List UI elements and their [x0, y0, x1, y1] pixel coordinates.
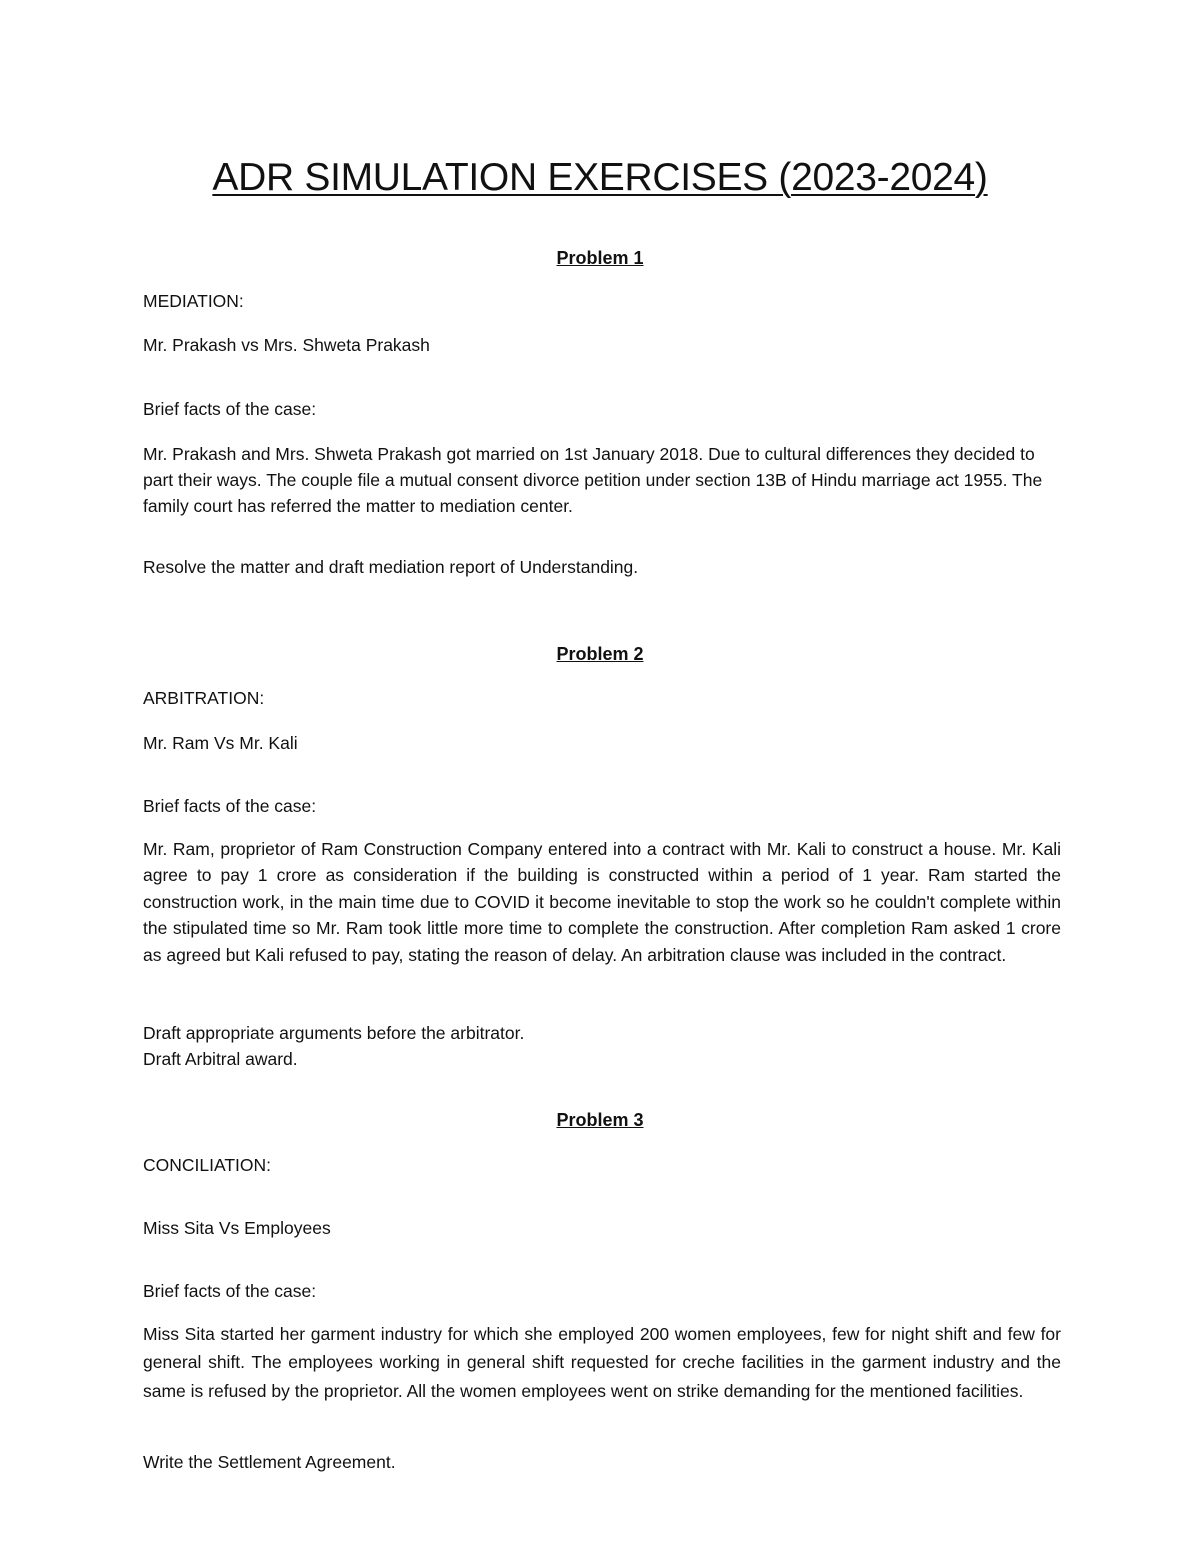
problem-3-task-1: Write the Settlement Agreement.: [143, 1452, 396, 1472]
problem-3-facts-label: Brief facts of the case:: [143, 1281, 317, 1301]
problem-2-parties: Mr. Ram Vs Mr. Kali: [143, 733, 298, 753]
document-title: ADR SIMULATION EXERCISES (2023-2024): [212, 156, 988, 199]
problem-1-facts-label: Brief facts of the case:: [143, 399, 317, 419]
problem-2-task-1: Draft appropriate arguments before the arbitrator.: [143, 1023, 525, 1043]
problem-2-task-2: Draft Arbitral award.: [143, 1049, 298, 1069]
problem-1-facts: Mr. Prakash and Mrs. Shweta Prakash got married on 1st January 2018. Due to cultural differences they decided to part their ways. The couple file a mutual consent divorce petition under section 13B of Hindu marriage act 1955. The family court has referred the matter to mediation center.: [143, 444, 1043, 517]
problem-1-type: MEDIATION:: [143, 291, 244, 311]
problem-1-parties: Mr. Prakash vs Mrs. Shweta Prakash: [143, 335, 430, 355]
problem-2-facts: Mr. Ram, proprietor of Ram Construction Company entered into a contract with Mr. Kali to construct a house. Mr. Kali agree to pay 1 crore as consideration if the building is constructed within a period of 1 year. Ram started the construction work, in the main time due to COVID it become inevitable to stop the work so he couldn't complete within the stipulated time so Mr. Ram took little more time to complete the construction. After completion Ram asked 1 crore as agreed but Kali refused to pay, stating the reason of delay. An arbitration clause was included in the contract.: [143, 839, 1061, 965]
problem-3-facts: Miss Sita started her garment industry for which she employed 200 women employees, few for night shift and few for general shift. The employees working in general shift requested for creche facilities in the garment industry and the same is refused by the proprietor. All the women employees went on strike demanding for the mentioned facilities.: [143, 1324, 1061, 1401]
problem-1-heading: Problem 1: [556, 248, 644, 268]
problem-3-parties: Miss Sita Vs Employees: [143, 1218, 331, 1238]
problem-3-heading: Problem 3: [556, 1110, 644, 1130]
problem-1-task-1: Resolve the matter and draft mediation report of Understanding.: [143, 557, 639, 577]
problem-2-heading: Problem 2: [556, 644, 644, 664]
problem-2-facts-label: Brief facts of the case:: [143, 796, 317, 816]
problem-2-type: ARBITRATION:: [143, 688, 265, 708]
problem-3-type: CONCILIATION:: [143, 1155, 272, 1175]
